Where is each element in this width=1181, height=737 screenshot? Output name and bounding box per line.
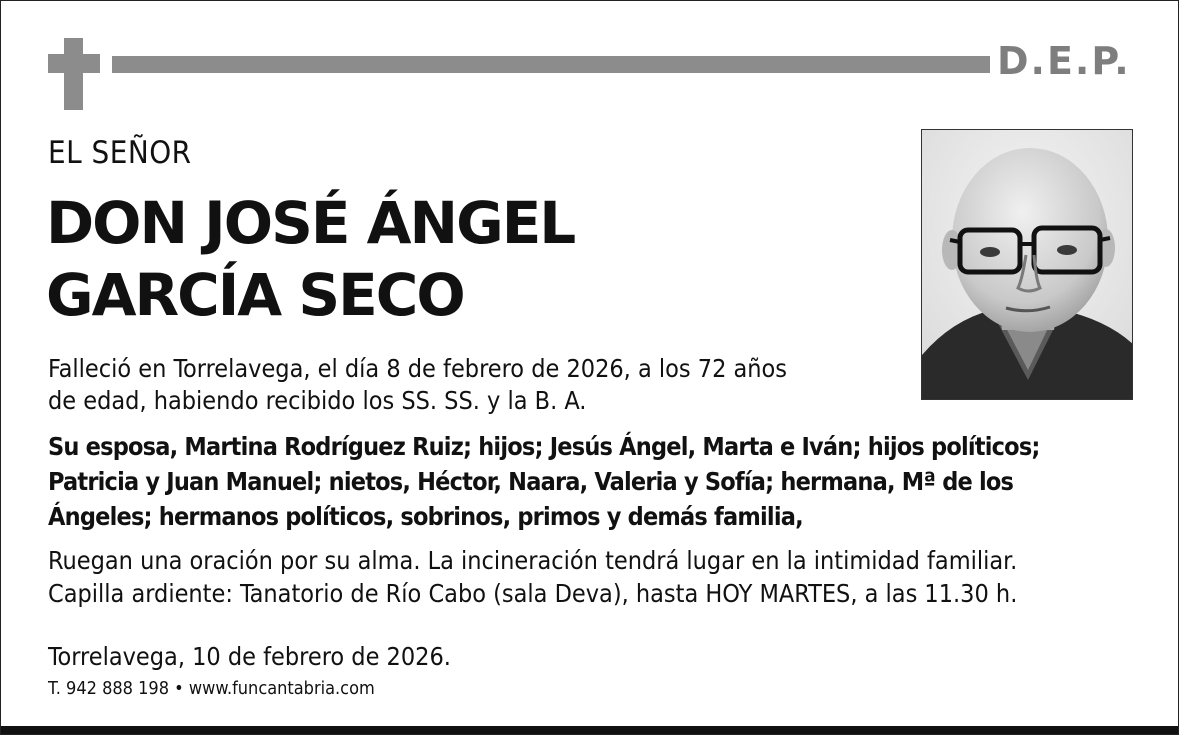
portrait-photo — [921, 129, 1133, 400]
place-date: Torrelavega, 10 de febrero de 2026. — [48, 642, 451, 671]
deceased-name-line-1: DON JOSÉ ÁNGEL — [46, 189, 575, 257]
death-line-2: de edad, habiendo recibido los SS. SS. y la B. A. — [48, 386, 587, 415]
contact-info: T. 942 888 198 • www.funcantabria.com — [48, 678, 375, 699]
honorific-prefix: EL SEÑOR — [48, 135, 192, 171]
deceased-name — [46, 187, 574, 331]
dep-label: D.E.P. — [997, 39, 1131, 83]
death-announcement — [48, 353, 908, 417]
family-line-2: Patricia y Juan Manuel; nietos, Héctor, Naara, Valeria y Sofía; hermana, Mª de los — [48, 467, 1014, 496]
prayer-line-2: Capilla ardiente: Tanatorio de Río Cabo (sala Deva), hasta HOY MARTES, a las 11.30 h. — [48, 579, 1018, 608]
family-list — [48, 429, 1148, 534]
cross-icon — [48, 38, 100, 110]
deceased-name-line-2: GARCÍA SECO — [46, 261, 464, 329]
header-rule — [112, 56, 990, 73]
family-line-1: Su esposa, Martina Rodríguez Ruiz; hijos; Jesús Ángel, Marta e Iván; hijos políticos; — [48, 432, 1040, 461]
death-line-1: Falleció en Torrelavega, el día 8 de febrero de 2026, a los 72 años — [48, 354, 788, 383]
prayer-and-ceremony — [48, 544, 1158, 610]
prayer-line-1: Ruegan una oración por su alma. La incineración tendrá lugar en la intimidad familiar. — [48, 546, 1018, 575]
bottom-border-bar — [1, 726, 1178, 734]
family-line-3: Ángeles; hermanos políticos, sobrinos, primos y demás familia, — [48, 502, 803, 531]
